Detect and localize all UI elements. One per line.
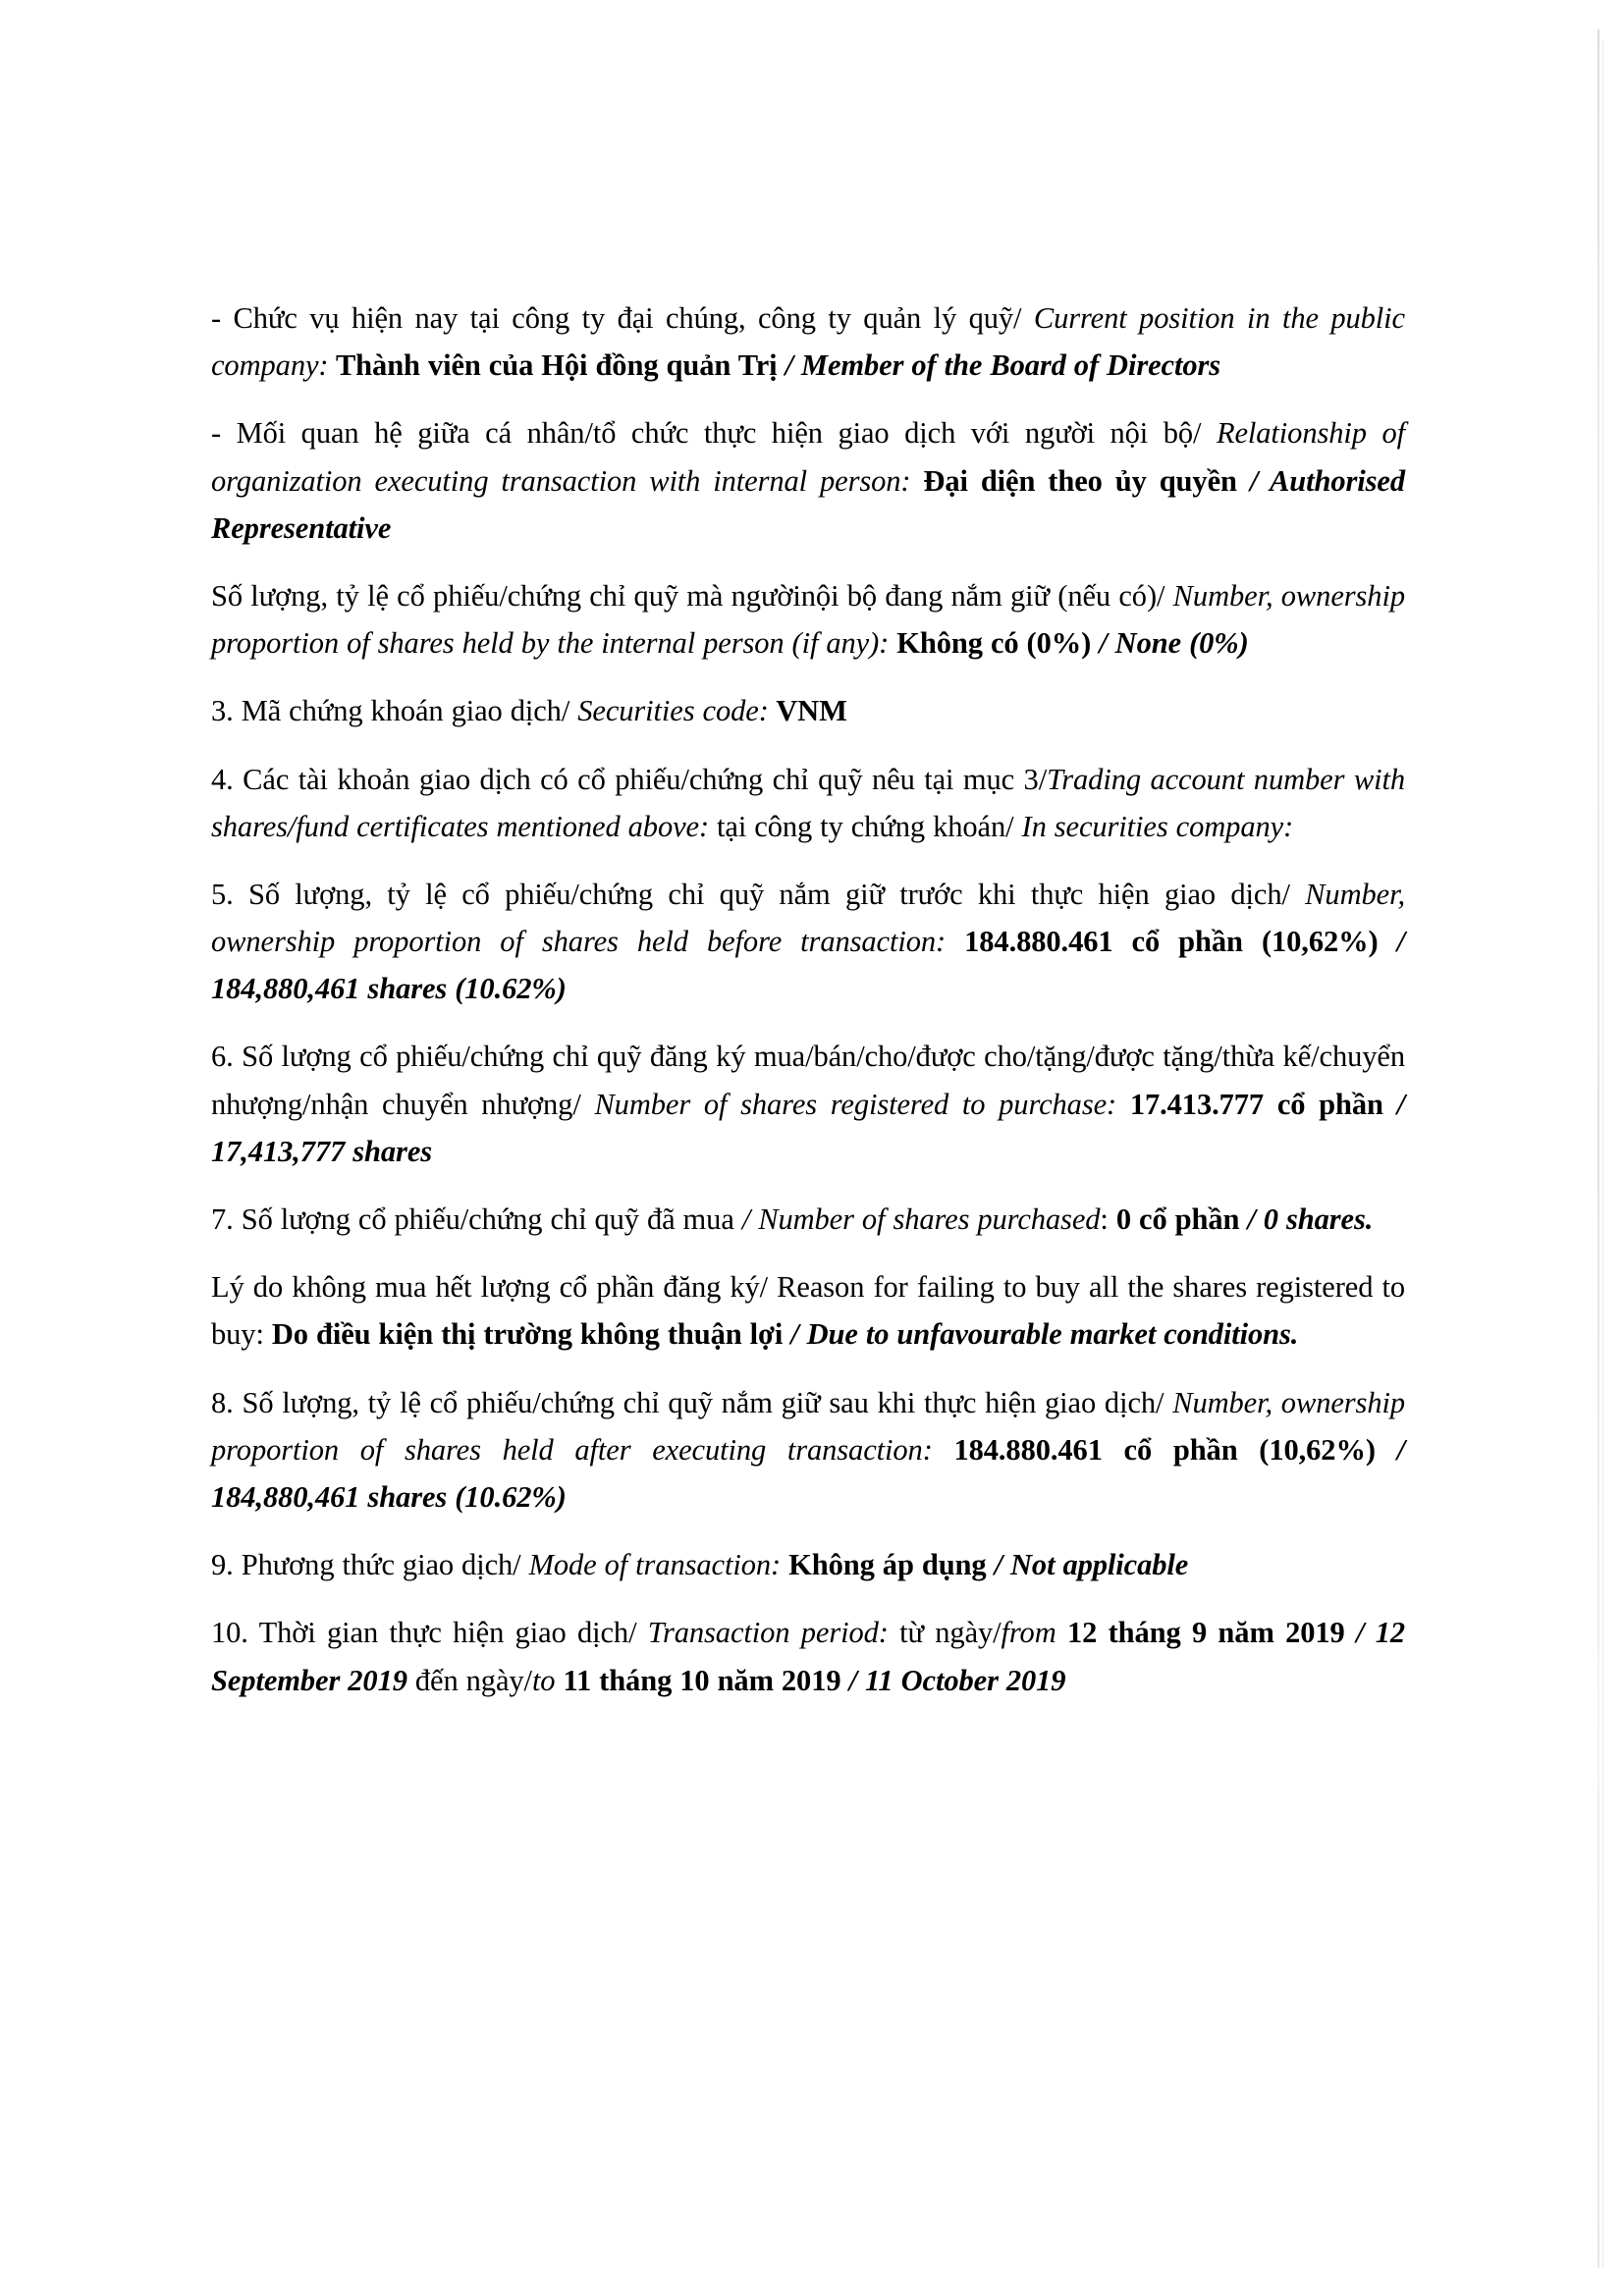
- text-run: Không áp dụng: [781, 1548, 995, 1582]
- text-run: đến ngày/: [406, 1663, 532, 1697]
- text-run: Number of shares registered to purchase:: [594, 1087, 1117, 1121]
- text-run: 6. Số lượng cổ phiếu/chứng chỉ quỹ đăng ký mua/bán/cho/được cho/tặng/được tặng/thừa kế/chuyển nhượng/nhận chuyển nhượng/: [211, 1040, 1405, 1121]
- text-run: / Member of the Board of Directors: [785, 348, 1221, 383]
- text-run: / 11 October 2019: [848, 1663, 1066, 1697]
- text-run: 4. Các tài khoản giao dịch có cổ phiếu/chứng chỉ quỹ nêu tại mục 3/: [211, 762, 1048, 796]
- text-run: 9. Phương thức giao dịch/: [211, 1548, 529, 1582]
- text-run: / Number of shares purchased: [741, 1202, 1101, 1236]
- text-run: In securities company:: [1021, 809, 1294, 843]
- text-run: Number, ownership proportion of shares held before transaction:: [211, 877, 1405, 959]
- text-run: / Not applicable: [994, 1548, 1189, 1582]
- text-run: 184.880.461 cổ phần (10,62%): [946, 925, 1397, 959]
- paragraph-relationship: [211, 409, 1405, 552]
- paragraph-shares-held-by-internal-person: [211, 572, 1405, 667]
- paragraph-reason-for-failing: [211, 1263, 1405, 1358]
- text-run: 12 tháng 9 năm 2019: [1056, 1616, 1356, 1650]
- paragraph-item-7-shares-purchased: [211, 1196, 1405, 1243]
- text-run: / Due to unfavourable market conditions.: [790, 1317, 1299, 1352]
- text-run: / 184,880,461 shares (10.62%): [211, 925, 1405, 1006]
- text-run: 3. Mã chứng khoán giao dịch/: [211, 694, 578, 728]
- text-run: Do điều kiện thị trường không thuận lợi: [271, 1317, 791, 1352]
- paragraph-item-8-shares-after: [211, 1379, 1405, 1522]
- text-run: from: [1001, 1616, 1056, 1650]
- text-run: Number, ownership proportion of shares held after executing transaction:: [211, 1385, 1405, 1467]
- paragraph-item-4-trading-account: [211, 756, 1405, 850]
- text-run: to: [531, 1663, 556, 1697]
- text-run: / None (0%): [1099, 626, 1249, 661]
- text-run: 184.880.461 cổ phần (10,62%): [932, 1432, 1397, 1467]
- text-run: :: [1100, 1202, 1116, 1236]
- text-run: Lý do không mua hết lượng cổ phần đăng ký/ Reason for failing to buy all the shares registered to buy:: [211, 1270, 1405, 1352]
- text-run: 17.413.777 cổ phần: [1116, 1087, 1397, 1121]
- text-run: Number, ownership proportion of shares held by the internal person (if any):: [211, 578, 1405, 661]
- paragraph-current-position: [211, 294, 1405, 389]
- text-run: / 184,880,461 shares (10.62%): [211, 1432, 1405, 1514]
- text-run: 5. Số lượng, tỷ lệ cổ phiếu/chứng chỉ quỹ nắm giữ trước khi thực hiện giao dịch/: [211, 877, 1306, 911]
- text-run: Thành viên của Hội đồng quản Trị: [328, 348, 785, 383]
- text-run: - Chức vụ hiện nay tại công ty đại chúng, công ty quản lý quỹ/: [211, 301, 1034, 335]
- paragraph-item-5-shares-before: [211, 871, 1405, 1013]
- text-run: Securities code:: [577, 694, 769, 728]
- text-run: VNM: [768, 694, 847, 728]
- text-run: Không có (0%): [889, 626, 1100, 661]
- text-run: / 12 September 2019: [211, 1616, 1405, 1697]
- text-run: Số lượng, tỷ lệ cổ phiếu/chứng chỉ quỹ mà ngườinội bộ đang nắm giữ (nếu có)/: [211, 578, 1173, 613]
- text-run: Mode of transaction:: [528, 1548, 782, 1582]
- scan-artifact-line-secondary: [1602, 39, 1603, 2268]
- paragraph-item-3-securities-code: [211, 687, 1405, 734]
- text-run: Relationship of organization executing transaction with internal person:: [211, 416, 1405, 498]
- paragraph-item-9-mode-of-transaction: [211, 1541, 1405, 1588]
- text-run: 10. Thời gian thực hiện giao dịch/: [211, 1616, 648, 1650]
- text-run: Trading account number with shares/fund certificates mentioned above:: [211, 762, 1405, 843]
- document-body: [211, 294, 1405, 1704]
- paragraph-item-10-transaction-period: [211, 1609, 1405, 1703]
- text-run: 0 cổ phần: [1115, 1202, 1248, 1236]
- text-run: 7. Số lượng cổ phiếu/chứng chỉ quỹ đã mua: [211, 1202, 742, 1236]
- text-run: Transaction period:: [647, 1616, 889, 1650]
- text-run: / 0 shares.: [1247, 1202, 1374, 1236]
- text-run: từ ngày/: [888, 1616, 1001, 1650]
- text-run: / Authorised Representative: [211, 463, 1405, 545]
- text-run: 8. Số lượng, tỷ lệ cổ phiếu/chứng chỉ quỹ nắm giữ sau khi thực hiện giao dịch/: [211, 1385, 1173, 1419]
- text-run: / 17,413,777 shares: [211, 1087, 1405, 1168]
- text-run: - Mối quan hệ giữa cá nhân/tổ chức thực hiện giao dịch với người nội bộ/: [211, 416, 1217, 451]
- text-run: 11 tháng 10 năm 2019: [555, 1663, 849, 1697]
- paragraph-item-6-shares-registered: [211, 1033, 1405, 1175]
- text-run: tại công ty chứng khoán/: [709, 809, 1022, 843]
- scan-artifact-line: [1597, 29, 1599, 2268]
- text-run: Đại diện theo ủy quyền: [910, 463, 1250, 498]
- text-run: Current position in the public company:: [211, 301, 1405, 383]
